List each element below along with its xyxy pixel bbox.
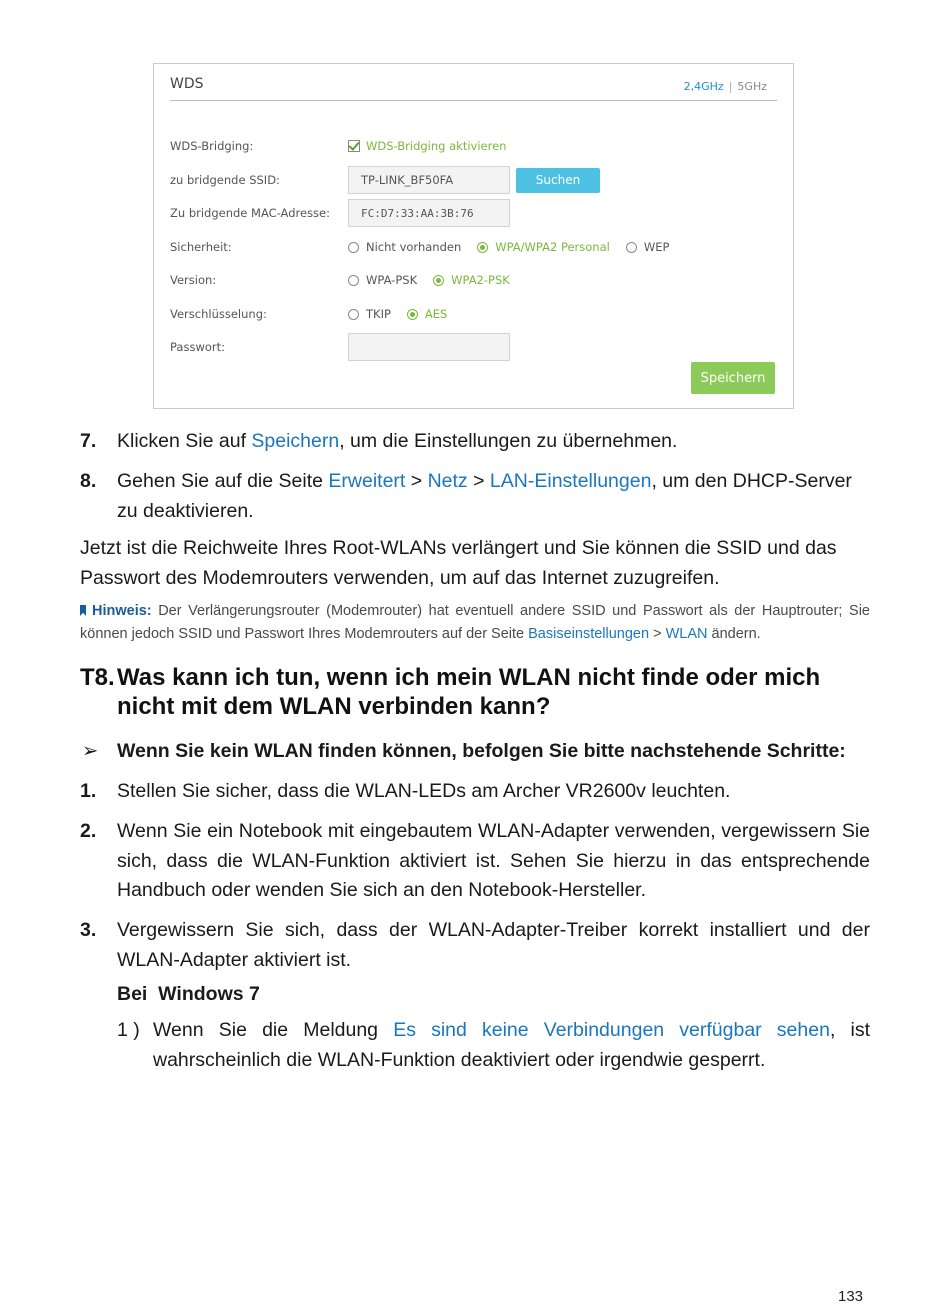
row-security bbox=[170, 232, 777, 262]
step-text: , um die Einstellungen zu übernehmen. bbox=[339, 430, 678, 452]
band-24ghz-link[interactable]: 2,4GHz bbox=[683, 80, 724, 93]
basiseinstellungen-link[interactable]: Basiseinstellungen bbox=[528, 626, 650, 642]
security-option-wep-label: WEP bbox=[643, 240, 670, 254]
row-ssid bbox=[170, 165, 777, 195]
lan-einstellungen-link[interactable]: LAN-Einstellungen bbox=[489, 470, 652, 492]
hint-label: Hinweis: bbox=[92, 603, 152, 619]
encryption-option-tkip-label: TKIP bbox=[366, 307, 391, 321]
step-number: 7. bbox=[80, 430, 97, 452]
save-button[interactable]: Speichern bbox=[691, 362, 775, 394]
step-7 bbox=[80, 427, 870, 457]
step-number: 2. bbox=[80, 820, 97, 842]
radio-icon[interactable] bbox=[348, 242, 359, 253]
password-label: Passwort: bbox=[170, 340, 226, 354]
mac-input[interactable]: FC:D7:33:AA:3B:76 bbox=[348, 199, 510, 227]
breadcrumb-separator: > bbox=[649, 626, 666, 642]
sub-step-text: , ist wahrscheinlich die WLAN-Funktion deaktiviert oder irgendwie gesperrt. bbox=[153, 1019, 871, 1071]
step-3 bbox=[80, 916, 870, 975]
windows-7-label: Bei Windows 7 bbox=[117, 983, 260, 1005]
version-option-wpa-psk-label: WPA-PSK bbox=[366, 273, 418, 287]
hint-text: Der Verlängerungsrouter (Modemrouter) hat eventuell andere SSID und Passwort als der Hauptrouter; Sie können jedoch SSID und Passwort Ihres Modemrouters auf der Seite bbox=[80, 603, 870, 642]
encryption-option-aes-label: AES bbox=[424, 307, 448, 321]
band-5ghz-link[interactable]: 5GHz bbox=[737, 80, 767, 93]
page-number: 133 bbox=[838, 1288, 864, 1305]
row-password bbox=[170, 332, 777, 362]
wds-bridging-checkbox-label: WDS-Bridging aktivieren bbox=[366, 139, 507, 153]
radio-icon[interactable] bbox=[348, 275, 359, 286]
ssid-label: zu bridgende SSID: bbox=[170, 173, 280, 187]
radio-selected-icon[interactable] bbox=[477, 242, 488, 253]
netz-link[interactable]: Netz bbox=[427, 470, 468, 492]
row-version bbox=[170, 265, 777, 295]
section-title: Was kann ich tun, wenn ich mein WLAN nicht finde oder mich nicht mit dem WLAN verbinden kann? bbox=[117, 664, 821, 720]
step-number: 1. bbox=[80, 780, 97, 802]
wlan-link[interactable]: WLAN bbox=[665, 626, 708, 642]
erweitert-link[interactable]: Erweitert bbox=[328, 470, 406, 492]
encryption-label: Verschlüsselung: bbox=[170, 307, 267, 321]
checkbox-checked-icon[interactable] bbox=[348, 140, 360, 152]
encryption-option-tkip[interactable] bbox=[348, 307, 391, 321]
instruction-text: Wenn Sie kein WLAN finden können, befolgen Sie bitte nachstehende Schritte: bbox=[117, 740, 846, 762]
radio-selected-icon[interactable] bbox=[433, 275, 444, 286]
radio-selected-icon[interactable] bbox=[407, 309, 418, 320]
step-number: 3. bbox=[80, 919, 97, 941]
breadcrumb-separator: > bbox=[467, 470, 490, 492]
band-switcher bbox=[684, 80, 767, 93]
bookmark-flag-icon bbox=[80, 605, 86, 616]
step-1 bbox=[80, 777, 870, 807]
radio-icon[interactable] bbox=[626, 242, 637, 253]
wds-settings-panel bbox=[153, 63, 794, 409]
version-option-wpa2-psk[interactable] bbox=[433, 273, 510, 287]
security-option-wpa-personal[interactable] bbox=[477, 240, 610, 254]
search-button[interactable]: Suchen bbox=[516, 168, 600, 193]
row-wds-bridging bbox=[170, 131, 777, 161]
hint-note bbox=[80, 600, 870, 646]
password-input[interactable] bbox=[348, 333, 510, 361]
breadcrumb-separator: > bbox=[405, 470, 428, 492]
step-text: , um den DHCP-Server zu deaktivieren. bbox=[117, 470, 852, 522]
sub-step-number: 1 ) bbox=[117, 1019, 140, 1041]
wds-bridging-label: WDS-Bridging: bbox=[170, 139, 254, 153]
step-text: Wenn Sie ein Notebook mit eingebautem WLAN-Adapter verwenden, vergewissern Sie sich, dass die WLAN-Funktion aktiviert ist. Sehen Sie hierzu in das entsprechende Handbuch oder wenden Sie sich an den Notebook-Hersteller. bbox=[117, 820, 870, 901]
ssid-input[interactable]: TP-LINK_BF50FA bbox=[348, 166, 510, 194]
sub-step-text: Wenn Sie die Meldung bbox=[153, 1019, 394, 1041]
step-text: Klicken Sie auf bbox=[117, 430, 252, 452]
security-option-wep[interactable] bbox=[626, 240, 670, 254]
title-divider bbox=[170, 100, 777, 101]
version-option-wpa-psk[interactable] bbox=[348, 273, 417, 287]
version-label: Version: bbox=[170, 273, 217, 287]
encryption-option-aes[interactable] bbox=[407, 307, 447, 321]
wds-panel-title: WDS bbox=[170, 76, 204, 92]
row-encryption bbox=[170, 299, 777, 329]
speichern-link[interactable]: Speichern bbox=[251, 430, 340, 452]
summary-paragraph: Jetzt ist die Reichweite Ihres Root-WLANs verlängert und Sie können die SSID und das Passwort des Modemrouters verwenden, um auf das Internet zuzugreifen. bbox=[80, 537, 837, 589]
row-mac bbox=[170, 198, 777, 228]
step-text: Vergewissern Sie sich, dass der WLAN-Adapter-Treiber korrekt installiert und der WLAN-Adapter aktiviert ist. bbox=[117, 919, 870, 971]
hint-text: ändern. bbox=[707, 626, 761, 642]
step-8 bbox=[80, 467, 870, 526]
arrow-bullet-icon: ➢ bbox=[82, 740, 99, 762]
step-number: 8. bbox=[80, 470, 97, 492]
version-option-wpa2-psk-label: WPA2-PSK bbox=[451, 273, 510, 287]
security-option-none[interactable] bbox=[348, 240, 461, 254]
step-text: Stellen Sie sicher, dass die WLAN-LEDs am Archer VR2600v leuchten. bbox=[117, 780, 731, 802]
sub-step-1 bbox=[117, 1016, 870, 1075]
instruction-arrow-item bbox=[80, 737, 870, 767]
security-label: Sicherheit: bbox=[170, 240, 232, 254]
section-heading-t8 bbox=[80, 663, 870, 721]
wds-bridging-checkbox[interactable] bbox=[348, 139, 506, 153]
step-text: Gehen Sie auf die Seite bbox=[117, 470, 329, 492]
security-option-wpa-personal-label: WPA/WPA2 Personal bbox=[495, 240, 610, 254]
no-connections-message-link[interactable]: Es sind keine Verbindungen verfügbar sehen bbox=[393, 1019, 830, 1041]
step-2 bbox=[80, 817, 870, 906]
security-option-none-label: Nicht vorhanden bbox=[366, 240, 462, 254]
band-separator: | bbox=[728, 80, 733, 93]
mac-label: Zu bridgende MAC-Adresse: bbox=[170, 206, 331, 220]
section-number: T8. bbox=[80, 664, 115, 691]
radio-icon[interactable] bbox=[348, 309, 359, 320]
